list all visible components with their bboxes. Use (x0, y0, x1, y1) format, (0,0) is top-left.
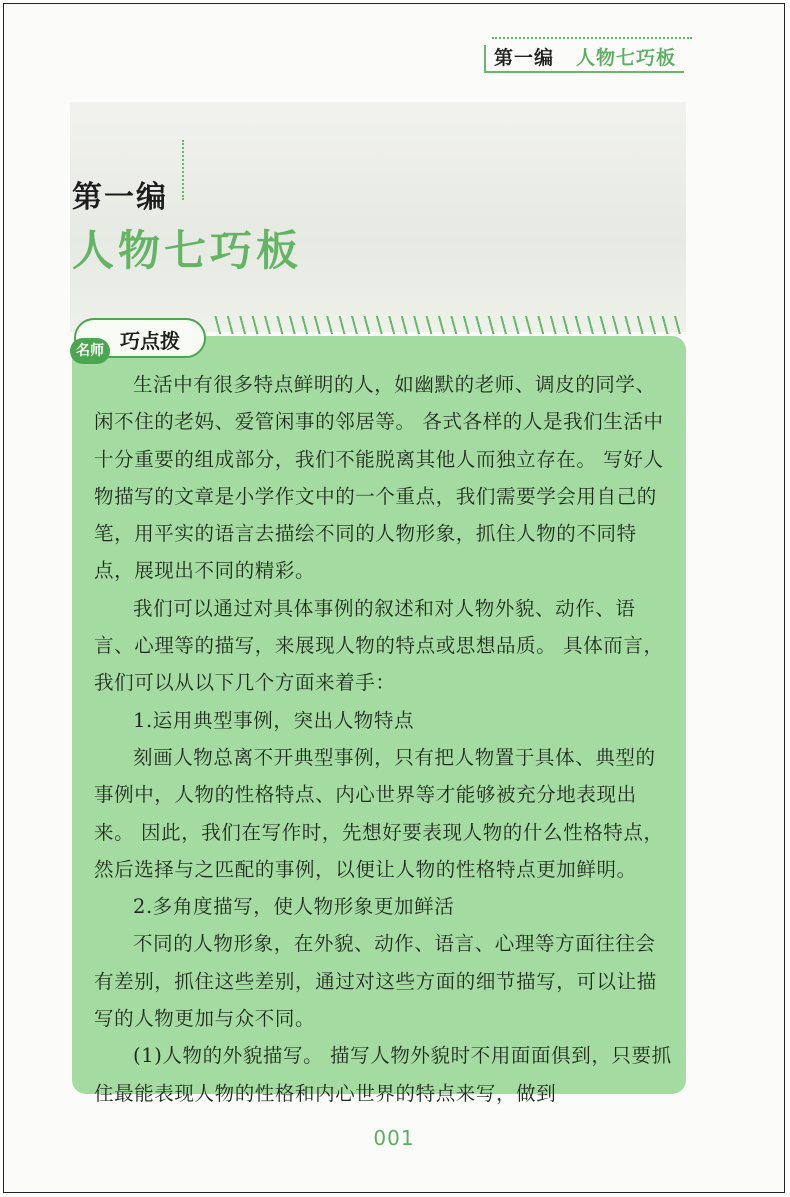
title-dotted-divider (182, 140, 184, 200)
tab-label: 巧点拨 (120, 329, 180, 353)
book-page (3, 3, 785, 1193)
header-dotted-line (492, 37, 692, 39)
paragraph: 2.多角度描写，使人物形象更加鲜活 (133, 895, 455, 919)
paragraph: 1.运用典型事例，突出人物特点 (133, 708, 415, 732)
header-title: 人物七巧板 (576, 47, 677, 69)
paragraph: (1)人物的外貌描写。 描写人物外貌时不用面面俱到，只要抓住最能表现人物的性格和内心世界的特点来写，做到 (94, 1044, 672, 1105)
title-background (70, 102, 686, 332)
header-section: 第一编 (494, 47, 555, 69)
part-label: 第一编 (72, 180, 168, 215)
chapter-title: 人物七巧板 (72, 226, 303, 275)
body-text (94, 366, 674, 1112)
tips-tab (74, 318, 206, 358)
hatch-decoration (214, 316, 686, 334)
badge-label: 名师 (70, 338, 110, 364)
paragraph: 生活中有很多特点鲜明的人，如幽默的老师、调皮的同学、闲不住的老妈、爱管闲事的邻居等。 各式各样的人是我们生活中十分重要的组成部分，我们不能脱离其他人而独立存在。 写好人物描写的文章是小学作文中的一个重点，我们需要学会用自己的笔，用平实的语言去描绘不同的人物形象，抓住人物的不同特点，展现出不同的精彩。 (94, 373, 664, 583)
paragraph: 刻画人物总离不开典型事例，只有把人物置于具体、典型的事例中，人物的性格特点、内心世界等才能够被充分地表现出来。 因此，我们在写作时，先想好要表现人物的什么性格特点，然后选择与之匹配的事例，以便让人物的性格特点更加鲜明。 (94, 745, 664, 881)
paragraph: 不同的人物形象，在外貌、动作、语言、心理等方面往往会有差别，抓住这些差别，通过对这些方面的细节描写，可以让描写的人物更加与众不同。 (94, 932, 657, 1031)
paragraph: 我们可以通过对具体事例的叙述和对人物外貌、动作、语言、心理等的描写，来展现人物的特点或思想品质。 具体而言，我们可以从以下几个方面来着手： (94, 596, 664, 695)
page-number: 001 (373, 1126, 415, 1150)
running-header (484, 37, 694, 75)
